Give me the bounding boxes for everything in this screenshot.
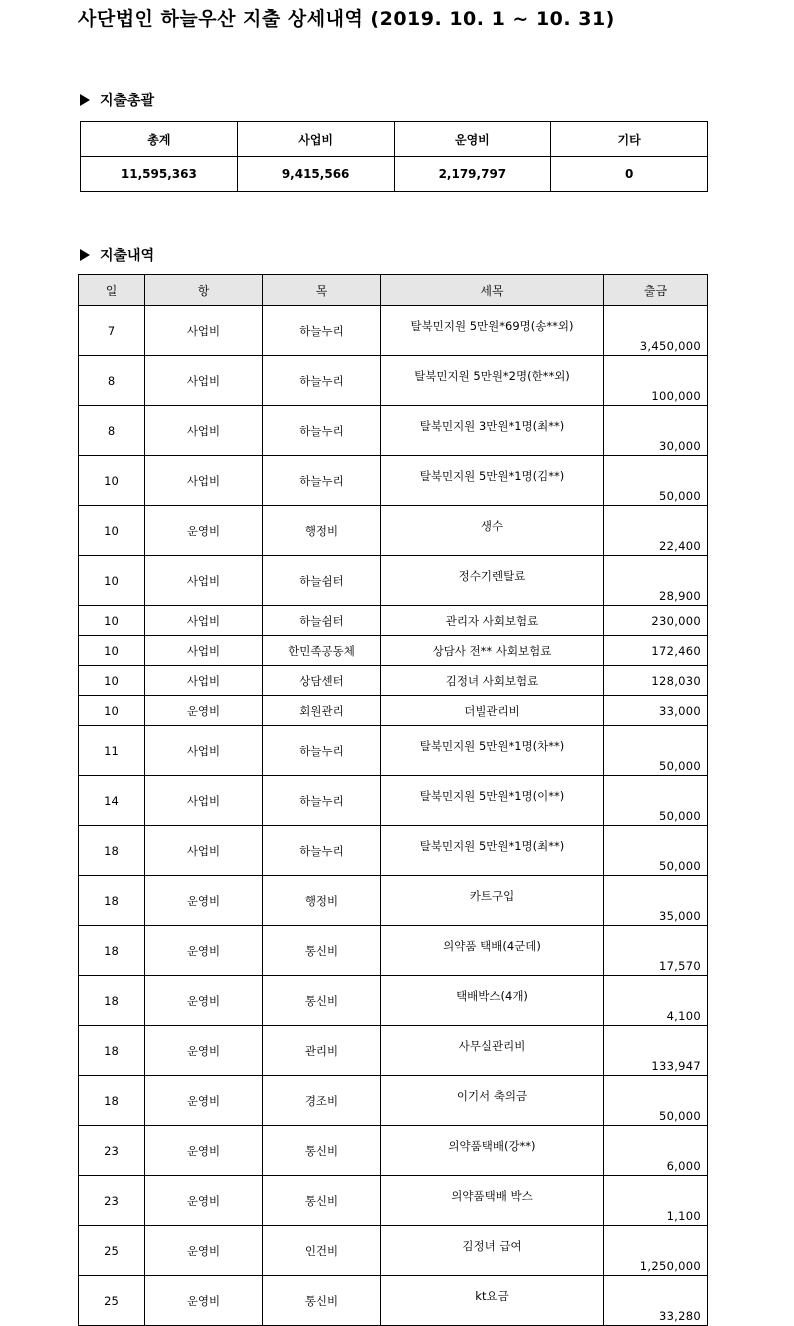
summary-table [80, 121, 708, 192]
cell-amount: 33,000 [604, 696, 708, 726]
cell-day: 25 [79, 1226, 145, 1276]
cell-amount: 50,000 [604, 826, 708, 876]
cell-item: 운영비 [145, 1176, 263, 1226]
cell-day: 8 [79, 356, 145, 406]
table-row [79, 976, 708, 1026]
cell-amount: 6,000 [604, 1126, 708, 1176]
summary-header-other: 기타 [551, 122, 708, 157]
table-row [79, 776, 708, 826]
table-row [79, 726, 708, 776]
cell-item: 사업비 [145, 306, 263, 356]
cell-description: 이기서 축의금 [381, 1076, 604, 1126]
cell-amount: 22,400 [604, 506, 708, 556]
summary-header-total: 총계 [81, 122, 238, 157]
summary-value-row [81, 157, 708, 192]
cell-day: 10 [79, 456, 145, 506]
cell-amount: 230,000 [604, 606, 708, 636]
summary-value-business: 9,415,566 [237, 157, 394, 192]
cell-subitem: 통신비 [263, 926, 381, 976]
cell-description: 탈북민지원 5만원*1명(김**) [381, 456, 604, 506]
cell-amount: 33,280 [604, 1276, 708, 1326]
cell-amount: 4,100 [604, 976, 708, 1026]
cell-description: 정수기렌탈료 [381, 556, 604, 606]
cell-description: 의약품택배(강**) [381, 1126, 604, 1176]
cell-day: 18 [79, 876, 145, 926]
cell-subitem: 하늘누리 [263, 826, 381, 876]
table-row [79, 636, 708, 666]
cell-description: 사무실관리비 [381, 1026, 604, 1076]
summary-value-operation: 2,179,797 [394, 157, 551, 192]
details-heading-label: 지출내역 [100, 248, 155, 264]
table-row [79, 1076, 708, 1126]
cell-amount: 1,250,000 [604, 1226, 708, 1276]
cell-item: 운영비 [145, 1126, 263, 1176]
details-table [78, 274, 708, 1326]
table-row [79, 1026, 708, 1076]
header-subitem: 목 [263, 275, 381, 306]
cell-day: 8 [79, 406, 145, 456]
cell-description: 상담사 전** 사회보험료 [381, 636, 604, 666]
cell-subitem: 경조비 [263, 1076, 381, 1126]
table-row [79, 506, 708, 556]
details-header-row [79, 275, 708, 306]
cell-amount: 128,030 [604, 666, 708, 696]
header-item: 항 [145, 275, 263, 306]
cell-day: 18 [79, 926, 145, 976]
table-row [79, 556, 708, 606]
cell-amount: 100,000 [604, 356, 708, 406]
cell-amount: 28,900 [604, 556, 708, 606]
cell-description: 관리자 사회보험료 [381, 606, 604, 636]
cell-amount: 1,100 [604, 1176, 708, 1226]
cell-description: 탈북민지원 5만원*1명(차**) [381, 726, 604, 776]
cell-item: 사업비 [145, 406, 263, 456]
cell-subitem: 상담센터 [263, 666, 381, 696]
cell-item: 사업비 [145, 456, 263, 506]
cell-day: 10 [79, 636, 145, 666]
cell-subitem: 하늘누리 [263, 726, 381, 776]
table-row [79, 876, 708, 926]
summary-heading [80, 90, 154, 110]
cell-day: 18 [79, 976, 145, 1026]
table-row [79, 926, 708, 976]
table-row [79, 406, 708, 456]
cell-amount: 17,570 [604, 926, 708, 976]
cell-amount: 3,450,000 [604, 306, 708, 356]
cell-description: 탈북민지원 3만원*1명(최**) [381, 406, 604, 456]
cell-subitem: 하늘누리 [263, 456, 381, 506]
cell-day: 18 [79, 1076, 145, 1126]
cell-subitem: 행정비 [263, 876, 381, 926]
cell-description: 탈북민지원 5만원*2명(한**외) [381, 356, 604, 406]
cell-item: 사업비 [145, 356, 263, 406]
summary-value-total: 11,595,363 [81, 157, 238, 192]
cell-amount: 50,000 [604, 726, 708, 776]
cell-description: 카트구입 [381, 876, 604, 926]
cell-description: 김정녀 급여 [381, 1226, 604, 1276]
cell-amount: 50,000 [604, 776, 708, 826]
cell-description: 탈북민지원 5만원*69명(송**외) [381, 306, 604, 356]
cell-subitem: 하늘쉼터 [263, 606, 381, 636]
cell-subitem: 하늘쉼터 [263, 556, 381, 606]
cell-subitem: 관리비 [263, 1026, 381, 1076]
cell-day: 10 [79, 696, 145, 726]
cell-item: 운영비 [145, 696, 263, 726]
cell-item: 사업비 [145, 826, 263, 876]
table-row [79, 666, 708, 696]
cell-item: 운영비 [145, 506, 263, 556]
cell-subitem: 하늘누리 [263, 776, 381, 826]
cell-amount: 172,460 [604, 636, 708, 666]
cell-description: 탈북민지원 5만원*1명(이**) [381, 776, 604, 826]
cell-day: 10 [79, 506, 145, 556]
cell-day: 10 [79, 606, 145, 636]
cell-item: 운영비 [145, 876, 263, 926]
cell-description: 의약품택배 박스 [381, 1176, 604, 1226]
triangle-bullet-icon [80, 94, 90, 106]
cell-subitem: 행정비 [263, 506, 381, 556]
cell-amount: 50,000 [604, 1076, 708, 1126]
table-row [79, 1126, 708, 1176]
details-heading [80, 245, 154, 265]
cell-description: 의약품 택배(4군데) [381, 926, 604, 976]
cell-subitem: 하늘누리 [263, 406, 381, 456]
cell-description: kt요금 [381, 1276, 604, 1326]
cell-description: 더빌관리비 [381, 696, 604, 726]
cell-amount: 30,000 [604, 406, 708, 456]
cell-subitem: 통신비 [263, 1276, 381, 1326]
cell-day: 14 [79, 776, 145, 826]
cell-subitem: 한민족공동체 [263, 636, 381, 666]
cell-subitem: 하늘누리 [263, 356, 381, 406]
cell-item: 운영비 [145, 1276, 263, 1326]
cell-subitem: 인건비 [263, 1226, 381, 1276]
cell-day: 10 [79, 556, 145, 606]
header-description: 세목 [381, 275, 604, 306]
triangle-bullet-icon [80, 249, 90, 261]
summary-heading-label: 지출총괄 [100, 93, 155, 109]
table-row [79, 456, 708, 506]
summary-header-operation: 운영비 [394, 122, 551, 157]
cell-subitem: 통신비 [263, 1176, 381, 1226]
cell-day: 23 [79, 1126, 145, 1176]
cell-item: 운영비 [145, 926, 263, 976]
cell-item: 사업비 [145, 726, 263, 776]
cell-description: 김정녀 사회보험료 [381, 666, 604, 696]
cell-amount: 35,000 [604, 876, 708, 926]
cell-item: 운영비 [145, 1226, 263, 1276]
cell-item: 운영비 [145, 1026, 263, 1076]
page-title: 사단법인 하늘우산 지출 상세내역 (2019. 10. 1 ~ 10. 31) [78, 8, 615, 30]
table-row [79, 696, 708, 726]
summary-header-business: 사업비 [237, 122, 394, 157]
cell-amount: 50,000 [604, 456, 708, 506]
cell-description: 택배박스(4개) [381, 976, 604, 1026]
cell-subitem: 회원관리 [263, 696, 381, 726]
table-row [79, 1276, 708, 1326]
cell-subitem: 통신비 [263, 976, 381, 1026]
header-day: 일 [79, 275, 145, 306]
cell-day: 7 [79, 306, 145, 356]
cell-subitem: 통신비 [263, 1126, 381, 1176]
cell-amount: 133,947 [604, 1026, 708, 1076]
cell-item: 사업비 [145, 666, 263, 696]
cell-item: 운영비 [145, 976, 263, 1026]
cell-description: 생수 [381, 506, 604, 556]
table-row [79, 826, 708, 876]
table-row [79, 606, 708, 636]
summary-header-row [81, 122, 708, 157]
cell-day: 18 [79, 826, 145, 876]
cell-item: 사업비 [145, 636, 263, 666]
cell-item: 운영비 [145, 1076, 263, 1126]
cell-subitem: 하늘누리 [263, 306, 381, 356]
header-amount: 출금 [604, 275, 708, 306]
table-row [79, 356, 708, 406]
table-row [79, 306, 708, 356]
cell-day: 23 [79, 1176, 145, 1226]
cell-day: 11 [79, 726, 145, 776]
summary-value-other: 0 [551, 157, 708, 192]
cell-item: 사업비 [145, 606, 263, 636]
details-body [79, 306, 708, 1326]
cell-item: 사업비 [145, 776, 263, 826]
table-row [79, 1226, 708, 1276]
cell-item: 사업비 [145, 556, 263, 606]
cell-day: 25 [79, 1276, 145, 1326]
table-row [79, 1176, 708, 1226]
cell-description: 탈북민지원 5만원*1명(최**) [381, 826, 604, 876]
cell-day: 18 [79, 1026, 145, 1076]
cell-day: 10 [79, 666, 145, 696]
